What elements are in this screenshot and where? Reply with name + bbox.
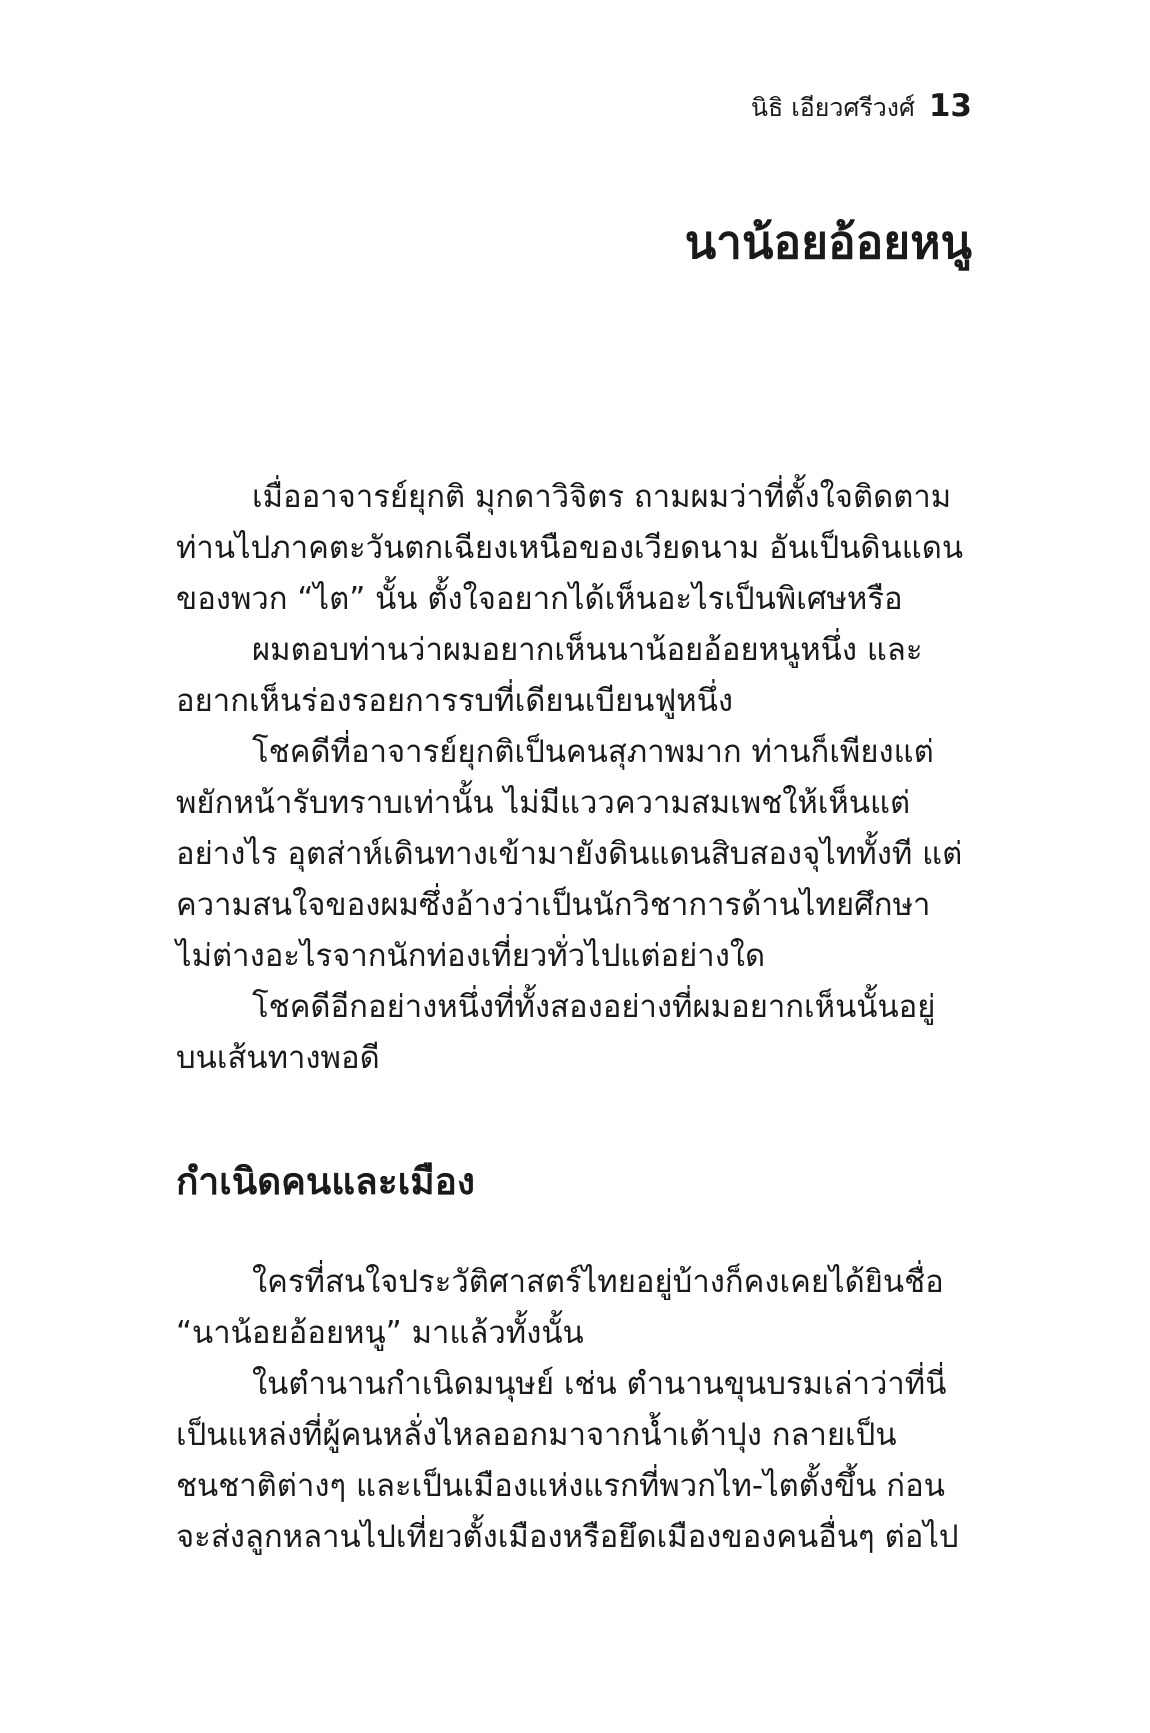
- paragraph: เมื่ออาจารย์ยุกติ มุกดาวิจิตร ถามผมว่าที่ตั้งใจติดตามท่านไปภาคตะวันตกเฉียงเหนือของเวียดนาม อันเป็นดินแดนของพวก “ไต” นั้น ตั้งใจอยากได้เห็นอะไรเป็นพิเศษหรือ: [176, 479, 964, 617]
- author-name: นิธิ เอียวศรีวงศ์: [750, 93, 915, 122]
- running-header: [751, 88, 972, 128]
- section-heading: กำเนิดคนและเมือง: [176, 1160, 475, 1203]
- section-one-body: [176, 472, 976, 1084]
- section-two-body: [176, 1257, 976, 1563]
- paragraph: โชคดีที่อาจารย์ยุกติเป็นคนสุภาพมาก ท่านก็เพียงแต่พยักหน้ารับทราบเท่านั้น ไม่มีแววความสมเพชให้เห็นแต่อย่างไร อุตส่าห์เดินทางเข้ามายังดินแดนสิบสองจุไททั้งที แต่ความสนใจของผมซึ่งอ้างว่าเป็นนักวิชาการด้านไทยศึกษา ไม่ต่างอะไรจากนักท่องเที่ยวทั่วไปแต่อย่างใด: [176, 734, 963, 974]
- paragraph: ในตำนานกำเนิดมนุษย์ เช่น ตำนานขุนบรมเล่าว่าที่นี่เป็นแหล่งที่ผู้คนหลั่งไหลออกมาจากน้ำเต้าปุง กลายเป็นชนชาติต่างๆ และเป็นเมืองแห่งแรกที่พวกไท-ไตตั้งขึ้น ก่อนจะส่งลูกหลานไปเที่ยวตั้งเมืองหรือยึดเมืองของคนอื่นๆ ต่อไป: [176, 1366, 959, 1555]
- paragraph: ใครที่สนใจประวัติศาสตร์ไทยอยู่บ้างก็คงเคยได้ยินชื่อ “นาน้อยอ้อยหนู” มาแล้วทั้งนั้น: [176, 1264, 944, 1351]
- chapter-title: นาน้อยอ้อยหนู: [684, 215, 972, 269]
- paragraph: ผมตอบท่านว่าผมอยากเห็นนาน้อยอ้อยหนูหนึ่ง และอยากเห็นร่องรอยการรบที่เดียนเบียนฟูหนึ่ง: [176, 632, 923, 719]
- page-number: 13: [928, 88, 972, 124]
- paragraph: โชคดีอีกอย่างหนึ่งที่ทั้งสองอย่างที่ผมอยากเห็นนั้นอยู่บนเส้นทางพอดี: [176, 989, 936, 1076]
